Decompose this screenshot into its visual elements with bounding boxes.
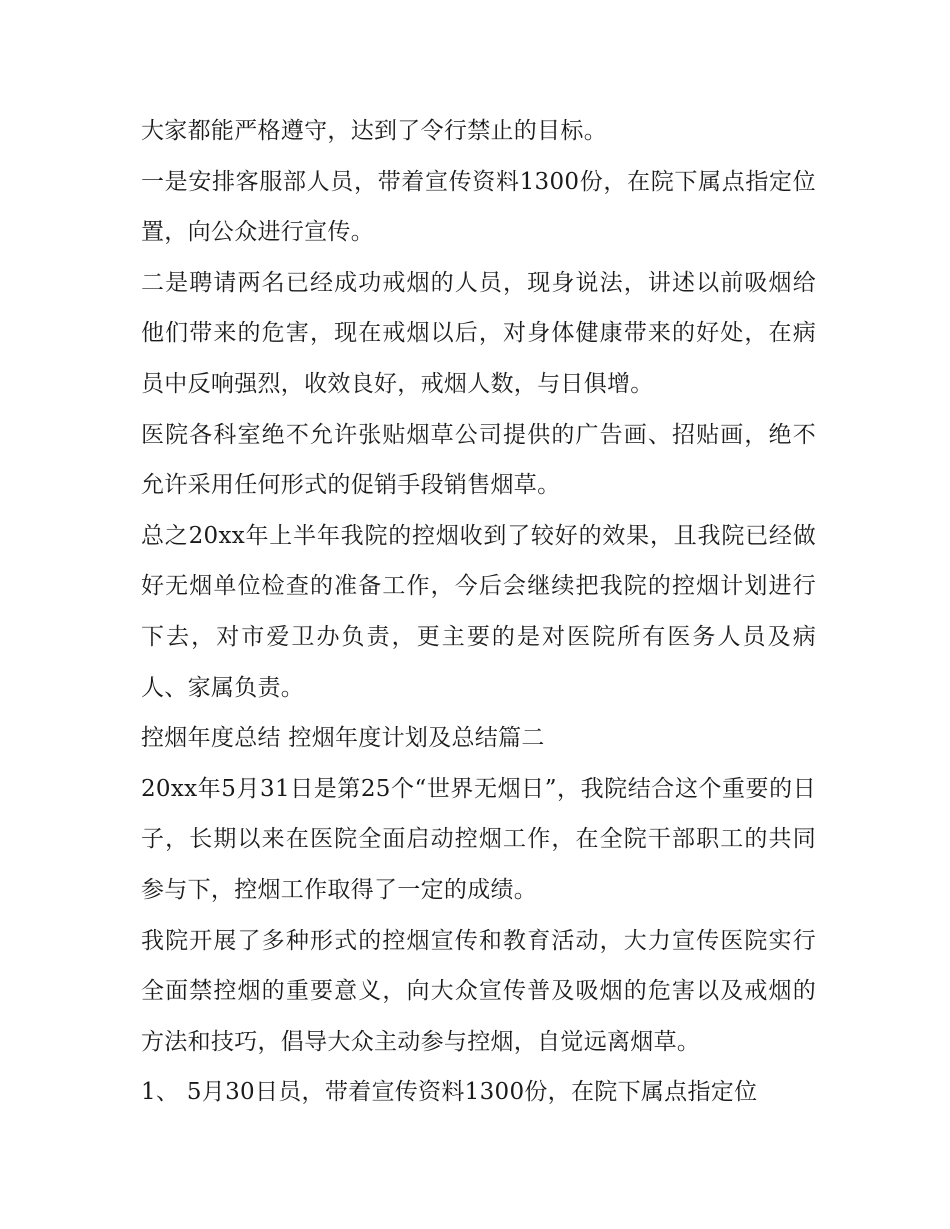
section-heading: 控烟年度总结 控烟年度计划及总结篇二 — [141, 725, 545, 752]
paragraph-ad-ban: 医院各科室绝不允许张贴烟草公司提供的广告画、招贴画，绝不允许采用任何形式的促销手段销售烟草。 — [141, 421, 816, 499]
paragraph-compliance: 大家都能严格遵守，达到了令行禁止的目标。 — [141, 118, 607, 144]
paragraph-world-no-tobacco-day: 20xx年5月31日是第25个“世界无烟日”，我院结合这个重要的日子，长期以来在医院全面启动控烟工作，在全院干部职工的共同参与下，控烟工作取得了一定的成绩。 — [141, 775, 816, 903]
paragraph-ex-smokers: 二是聘请两名已经成功戒烟的人员，现身说法，讲述以前吸烟给他们带来的危害，现在戒烟以后，对身体健康带来的好处，在病员中反响强烈，收效良好，戒烟人数，与日俱增。 — [141, 269, 816, 397]
paragraph-customer-service: 一是安排客服部人员，带着宣传资料1300份，在院下属点指定位置，向公众进行宣传。 — [141, 168, 816, 246]
document-body — [141, 106, 816, 1118]
paragraph-education-activities: 我院开展了多种形式的控烟宣传和教育活动，大力宣传医院实行全面禁控烟的重要意义，向大众宣传普及吸烟的危害以及戒烟的方法和技巧，倡导大众主动参与控烟，自觉远离烟草。 — [141, 927, 816, 1055]
paragraph-list-item-1: 1、 5月30日员，带着宣传资料1300份，在院下属点指定位 — [141, 1079, 758, 1106]
paragraph-summary: 总之20xx年上半年我院的控烟收到了较好的效果，且我院已经做好无烟单位检查的准备工作，今后会继续把我院的控烟计划进行下去，对市爱卫办负责，更主要的是对医院所有医务人员及病人、家属负责。 — [141, 522, 816, 701]
